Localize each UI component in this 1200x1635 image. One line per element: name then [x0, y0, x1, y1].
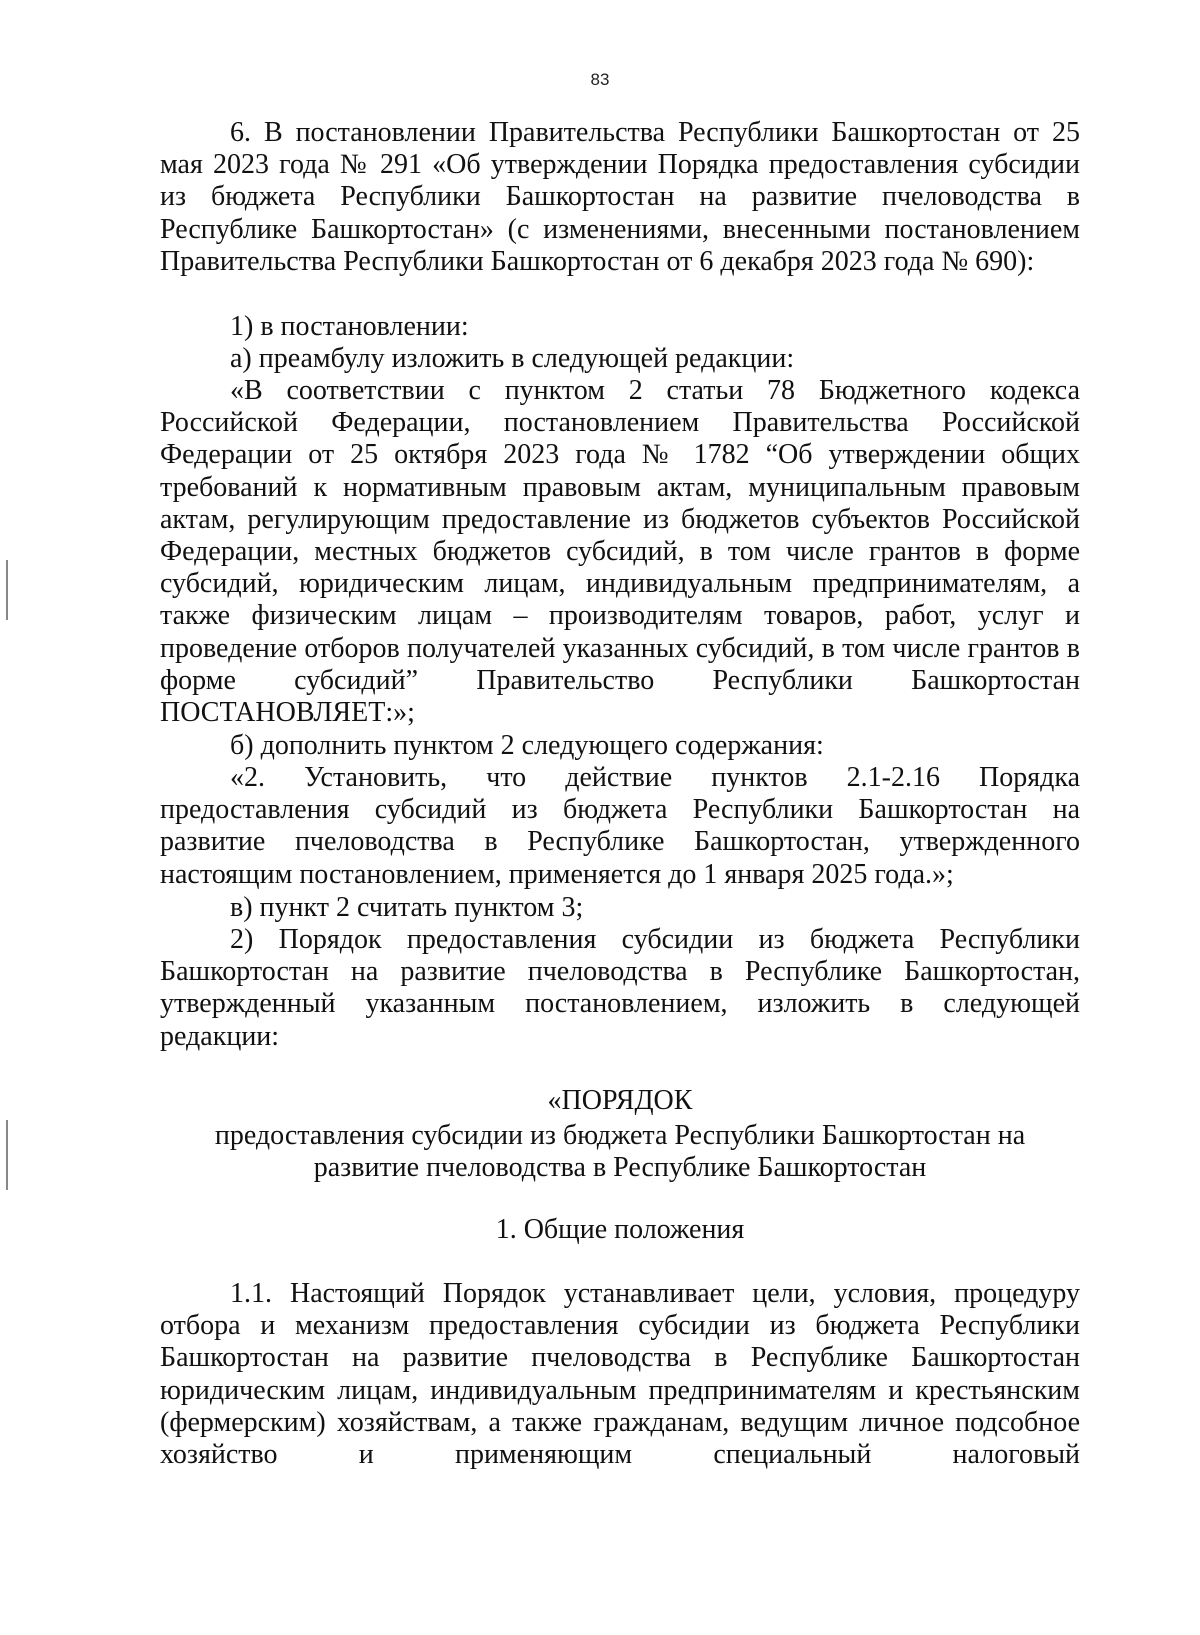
order-subtitle-line-1: предоставления субсидии из бюджета Республики Башкортостан на: [214, 1120, 1026, 1151]
order-title: «ПОРЯДОК: [547, 1085, 693, 1116]
paragraph-item-6: 6. В постановлении Правительства Республики Башкортостан от 25 мая 2023 года № 291 «Об утверждении Порядка предоставления субсидии из бюджета Республики Башкортостан на развитие пчеловодства в Республике Башкортостан» (с изменениями, внесенными постановлением Правительства Республики Башкортостан от 6 декабря 2023 года № 690):: [160, 117, 1080, 277]
section-1-heading: 1. Общие положения: [495, 1214, 745, 1245]
paragraph-sub-2: 2) Порядок предоставления субсидии из бюджета Республики Башкортостан на развитие пчеловодства в Республике Башкортостан, утвержденный указанным постановлением, изложить в следующей редакции:: [160, 924, 1080, 1052]
paragraph-sub-b: б) дополнить пунктом 2 следующего содержания:: [230, 730, 824, 761]
paragraph-sub-a: а) преамбулу изложить в следующей редакции:: [230, 343, 795, 374]
scan-edge-mark: [6, 1120, 8, 1190]
paragraph-point-2-quote: «2. Установить, что действие пунктов 2.1-2.16 Порядка предоставления субсидий из бюджета Республики Башкортостан на развитие пчеловодства в Республике Башкортостан, утвержденного настоящим постановлением, применяется до 1 января 2025 года.»;: [160, 762, 1080, 890]
clause-1-1: 1.1. Настоящий Порядок устанавливает цели, условия, процедуру отбора и механизм предоставления субсидии из бюджета Республики Башкортостан на развитие пчеловодства в Республике Башкортостан юридическим лицам, индивидуальным предпринимателям и крестьянским (фермерским) хозяйствам, а также гражданам, ведущим личное подсобное хозяйство и применяющим специальный налоговый: [160, 1278, 1080, 1471]
order-subtitle-line-2: развитие пчеловодства в Республике Башкортостан: [313, 1152, 927, 1183]
paragraph-sub-1: 1) в постановлении:: [230, 311, 469, 342]
paragraph-sub-v: в) пункт 2 считать пунктом 3;: [230, 892, 584, 923]
scan-edge-mark: [6, 560, 8, 620]
paragraph-preamble-quote: «В соответствии с пунктом 2 статьи 78 Бюджетного кодекса Российской Федерации, постановлением Правительства Российской Федерации от 25 октября 2023 года № 1782 “Об утверждении общих требований к нормативным правовым актам, муниципальным правовым актам, регулирующим предоставление из бюджетов субъектов Российской Федерации, местных бюджетов субсидий, в том числе грантов в форме субсидий, юридическим лицам, индивидуальным предпринимателям, а также физическим лицам – производителям товаров, работ, услуг и проведение отборов получателей указанных субсидий, в том числе грантов в форме субсидий” Правительство Республики Башкортостан ПОСТАНОВЛЯЕТ:»;: [160, 375, 1080, 729]
page-number: 83: [590, 70, 610, 89]
